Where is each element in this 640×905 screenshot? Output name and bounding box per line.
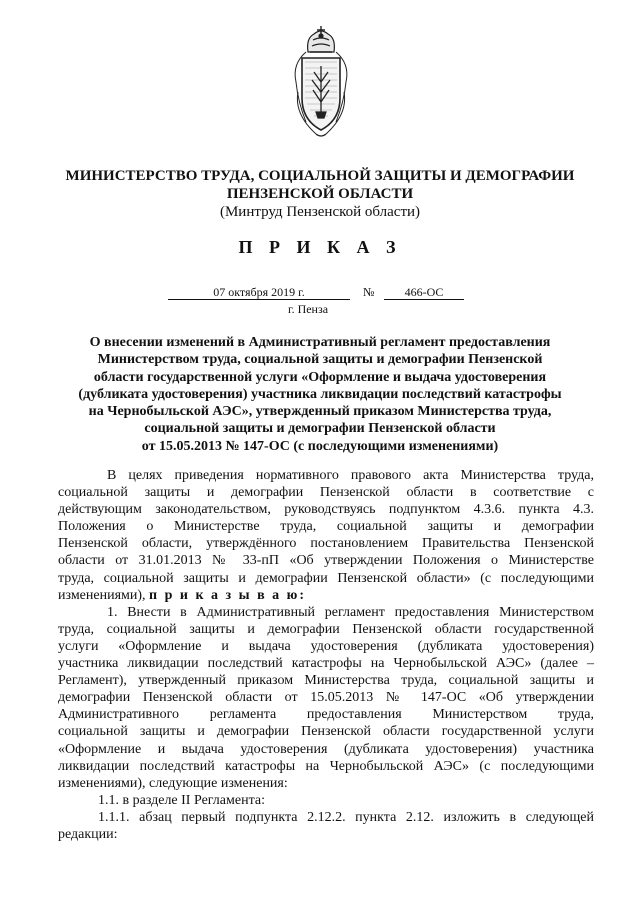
body-line-text: изменениями), [58, 587, 146, 603]
order-date: 07 октября 2019 г. [168, 285, 350, 300]
order-body [58, 467, 594, 843]
order-city: г. Пенза [288, 302, 329, 316]
body-line: Положения о Министерстве труда, социальной защиты и демографии [58, 519, 594, 535]
body-line: услуги «Оформление и выдача удостоверения (дубликата удостоверения) [58, 638, 594, 654]
order-subject [60, 334, 580, 455]
subject-line: социальной защиты и демографии Пензенской области [144, 421, 496, 437]
body-line: Регламент), утвержденный приказом Министерства труда, социальной защиты и [58, 673, 594, 689]
body-line: социальной защиты и демографии Пензенской области государственной услуги [58, 724, 594, 740]
ministry-name [40, 167, 600, 203]
subject-line: Министерством труда, социальной защиты и демографии Пензенской [97, 352, 543, 368]
subject-line: на Чернобыльской АЭС», утвержденный приказом Министерства труда, [88, 404, 552, 420]
coat-of-arms-emblem [286, 22, 356, 140]
number-sign: № [363, 285, 375, 299]
subject-line: (дубликата удостоверения) участника ликвидации последствий катастрофы [78, 386, 562, 402]
body-line: «Оформление и выдача удостоверения (дубликата удостоверения) участника [58, 741, 594, 757]
subject-line: О внесении изменений в Административный регламент предоставления [89, 335, 551, 350]
ministry-name-line-1: МИНИСТЕРСТВО ТРУДА, СОЦИАЛЬНОЙ ЗАЩИТЫ И ДЕМОГРАФИИ [65, 168, 575, 184]
body-line: Административного регламента предоставления Министерством труда, [58, 707, 594, 723]
body-line: труда, социальной защиты и демографии Пензенской области» (с последующими [58, 570, 594, 586]
body-line: В целях приведения нормативного правового акта Министерства труда, [107, 468, 594, 483]
body-line: участника ликвидации последствий катастрофы на Чернобыльской АЭС» (далее – [58, 656, 594, 672]
body-line: редакции: [58, 826, 118, 842]
item-1-1: 1.1. в разделе II Регламента: [98, 792, 265, 808]
body-line: Пензенской области, утверждённого постановлением Правительства Пензенской [58, 536, 594, 552]
body-line-with-decree [58, 587, 594, 604]
order-number: 466-ОС [384, 285, 464, 300]
body-line: социальной защиты и демографии Пензенской области в соответствие с [58, 485, 594, 501]
body-line: 1. Внести в Административный регламент предоставления Министерством [107, 604, 594, 620]
decree-word: п р и к а з ы в а ю: [149, 587, 307, 603]
body-line: труда, социальной защиты и демографии Пензенской области государственной [58, 621, 594, 637]
body-line: ликвидации последствий катастрофы на Чернобыльской АЭС» (с последующими [58, 758, 594, 774]
ministry-name-line-2: ПЕНЗЕНСКОЙ ОБЛАСТИ [226, 186, 414, 202]
subject-line: области государственной услуги «Оформление и выдача удостоверения [93, 369, 547, 385]
item-1-1-1: 1.1.1. абзац первый подпункта 2.12.2. пункта 2.12. изложить в следующей [98, 809, 594, 825]
body-line: области от 31.01.2013 № 33-пП «Об утверждении Положения о Министерстве [58, 553, 594, 569]
body-line: демографии Пензенской области от 15.05.2013 № 147-ОС «Об утверждении [58, 690, 594, 706]
body-line: изменениями), следующие изменения: [58, 775, 288, 791]
body-line: действующим законодательством, руководствуясь подпунктом 4.3.6. пункта 4.3. [58, 502, 594, 518]
ministry-short-name: (Минтруд Пензенской области) [219, 204, 421, 220]
document-type-title: П Р И К А З [238, 237, 402, 257]
subject-line: от 15.05.2013 № 147-ОС (с последующими изменениями) [141, 438, 499, 454]
